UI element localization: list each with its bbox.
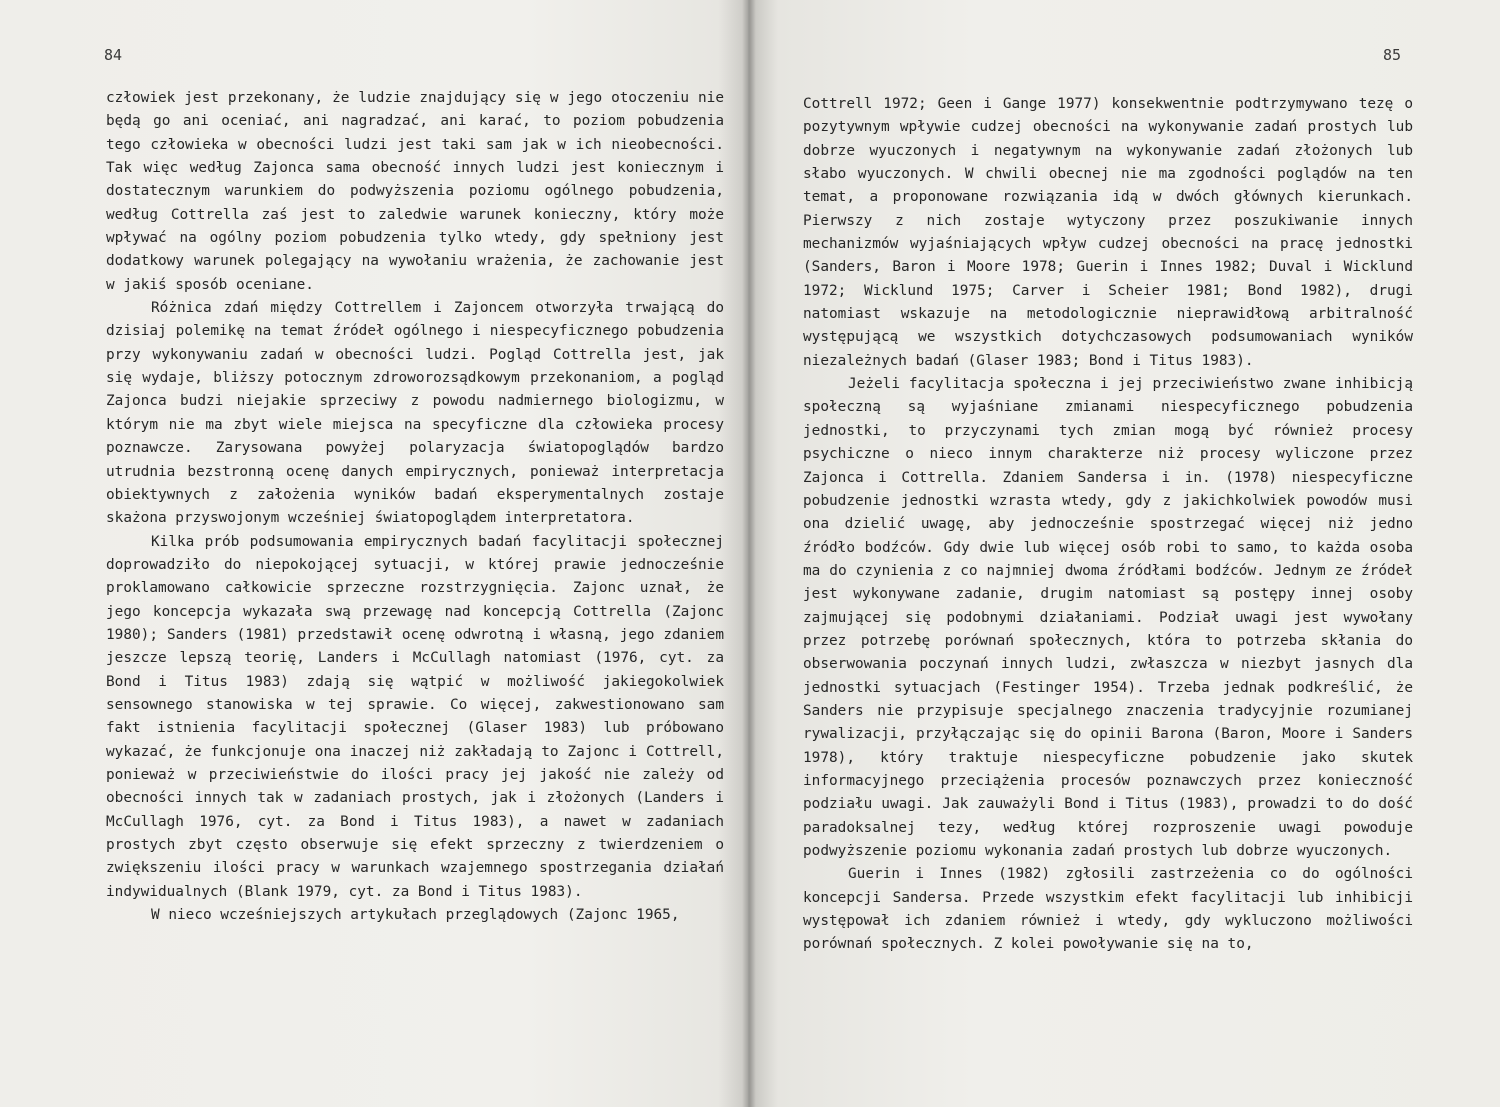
paragraph: Cottrell 1972; Geen i Gange 1977) konsekwentnie podtrzymywano tezę o pozytywnym wpływie cudzej obecności na wykonywanie zadań prostych lub dobrze wyuczonych i negatywnym na wykonywanie zadań złożonych lub słabo wyuczonych. W chwili obecnej nie ma zgodności poglądów na ten temat, a proponowane rozwiązania idą w dwóch głównych kierunkach. Pierwszy z nich zostaje wytyczony przez poszukiwanie innych mechanizmów wyjaśniających wpływ cudzej obecności na pracę jednostki (Sanders, Baron i Moore 1978; Guerin i Innes 1982; Duval i Wicklund 1972; Wicklund 1975; Carver i Scheier 1981; Bond 1982), drugi natomiast wskazuje na metodologicznie nieprawidłową arbitralność występującą we wszystkich dotychczasowych podsumowaniach wyników niezależnych badań (Glaser 1983; Bond i Titus 1983). [803,96,1413,369]
page-number-left: 84 [104,46,123,64]
left-page-body [106,87,724,927]
paragraph: Guerin i Innes (1982) zgłosili zastrzeżenia co do ogólności koncepcji Sandersa. Przede wszystkim efekt facylitacji lub inhibicji występował ich zdaniem również i wtedy, gdy wykluczono możliwości porównań społecznych. Z kolei powoływanie się na to, [803,866,1413,953]
right-page [748,0,1500,1107]
page-number-right: 85 [1383,46,1402,64]
left-page [0,0,748,1107]
paragraph: Jeżeli facylitacja społeczna i jej przeciwieństwo zwane inhibicją społeczną są wyjaśniane zmianami niespecyficznego pobudzenia jednostki, to przyczynami tych zmian mogą być również procesy psychiczne o nieco innym charakterze niż procesy wyliczone przez Zajonca i Cottrella. Zdaniem Sandersa i in. (1978) niespecyficzne pobudzenie jednostki wzrasta wtedy, gdy z jakichkolwiek powodów musi ona dzielić uwagę, aby jednocześnie spostrzegać więcej niż jedno źródło bodźców. Gdy dwie lub więcej osób robi to samo, to każda osoba ma do czynienia z co najmniej dwoma źródłami bodźców. Jednym ze źródeł jest wykonywane zadanie, drugim natomiast są postępy innej osoby zajmującej się podobnymi działaniami. Podział uwagi jest wywołany przez potrzebę porównań społecznych, która to potrzeba skłania do obserwowania poczynań innych ludzi, zwłaszcza w niezbyt jasnych dla jednostki sytuacjach (Festinger 1954). Trzeba jednak podkreślić, że Sanders nie przypisuje specjalnego znaczenia tradycyjnie rozumianej rywalizacji, przyłączając się do opinii Barona (Baron, Moore i Sanders 1978), który traktuje niespecyficzne pobudzenie jako skutek informacyjnego przeciążenia procesów poznawczych przez konieczność podziału uwagi. Jak zauważyli Bond i Titus (1983), prowadzi to do dość paradoksalnej tezy, według której rozproszenie uwagi powoduje podwyższenie poziomu wykonania zadań prostych lub dobrze wyuczonych. [803,376,1413,859]
paragraph: Różnica zdań między Cottrellem i Zajoncem otworzyła trwającą do dzisiaj polemikę na temat źródeł ogólnego i niespecyficznego pobudzenia przy wykonywaniu zadań w obecności ludzi. Pogląd Cottrella jest, jak się wydaje, bliższy potocznym zdroworozsądkowym przekonaniom, a pogląd Zajonca budzi niejakie sprzeciwy z powodu nadmiernego biologizmu, w którym nie ma zbyt wiele miejsca na specyficzne dla człowieka procesy poznawcze. Zarysowana powyżej polaryzacja światopoglądów bardzo utrudnia bezstronną ocenę danych empirycznych, ponieważ interpretacja obiektywnych z założenia wyników badań eksperymentalnych zostaje skażona przyswojonym wcześniej światopoglądem interpretatora. [106,300,724,527]
paragraph: Kilka prób podsumowania empirycznych badań facylitacji społecznej doprowadziło do niepokojącej sytuacji, w której prawie jednocześnie proklamowano całkowicie sprzeczne rozstrzygnięcia. Zajonc uznał, że jego koncepcja wykazała swą przewagę nad koncepcją Cottrella (Zajonc 1980); Sanders (1981) przedstawił ocenę odwrotną i własną, jego zdaniem jeszcze lepszą teorię, Landers i McCullagh natomiast (1976, cyt. za Bond i Titus 1983) zdają się wątpić w możliwość jakiegokolwiek sensownego stanowiska w tej sprawie. Co więcej, zakwestionowano sam fakt istnienia facylitacji społecznej (Glaser 1983) lub próbowano wykazać, że funkcjonuje ona inaczej niż zakładają to Zajonc i Cottrell, ponieważ w przeciwieństwie do ilości pracy jej jakość nie zależy od obecności innych tak w zadaniach prostych, jak i złożonych (Landers i McCullagh 1976, cyt. za Bond i Titus 1983), a nawet w zadaniach prostych zbyt często obserwuje się efekt sprzeczny z twierdzeniem o zwiększeniu ilości pracy w warunkach wzajemnego spostrzegania działań indywidualnych (Blank 1979, cyt. za Bond i Titus 1983). [106,533,724,900]
paragraph: W nieco wcześniejszych artykułach przeglądowych (Zajonc 1965, [151,907,680,924]
book-gutter [742,0,756,1107]
paragraph: człowiek jest przekonany, że ludzie znajdujący się w jego otoczeniu nie będą go ani oceniać, ani nagradzać, ani karać, to poziom pobudzenia tego człowieka w obecności ludzi jest taki sam jak w ich nieobecności. Tak więc według Zajonca sama obecność innych ludzi jest koniecznym i dostatecznym warunkiem do podwyższenia poziomu ogólnego pobudzenia, według Cottrella zaś jest to zaledwie warunek konieczny, który może wpływać na ogólny poziom pobudzenia tylko wtedy, gdy spełniony jest dodatkowy warunek polegający na wywołaniu wrażenia, że zachowanie jest w jakiś sposób oceniane. [106,90,724,293]
right-page-body [803,93,1413,957]
